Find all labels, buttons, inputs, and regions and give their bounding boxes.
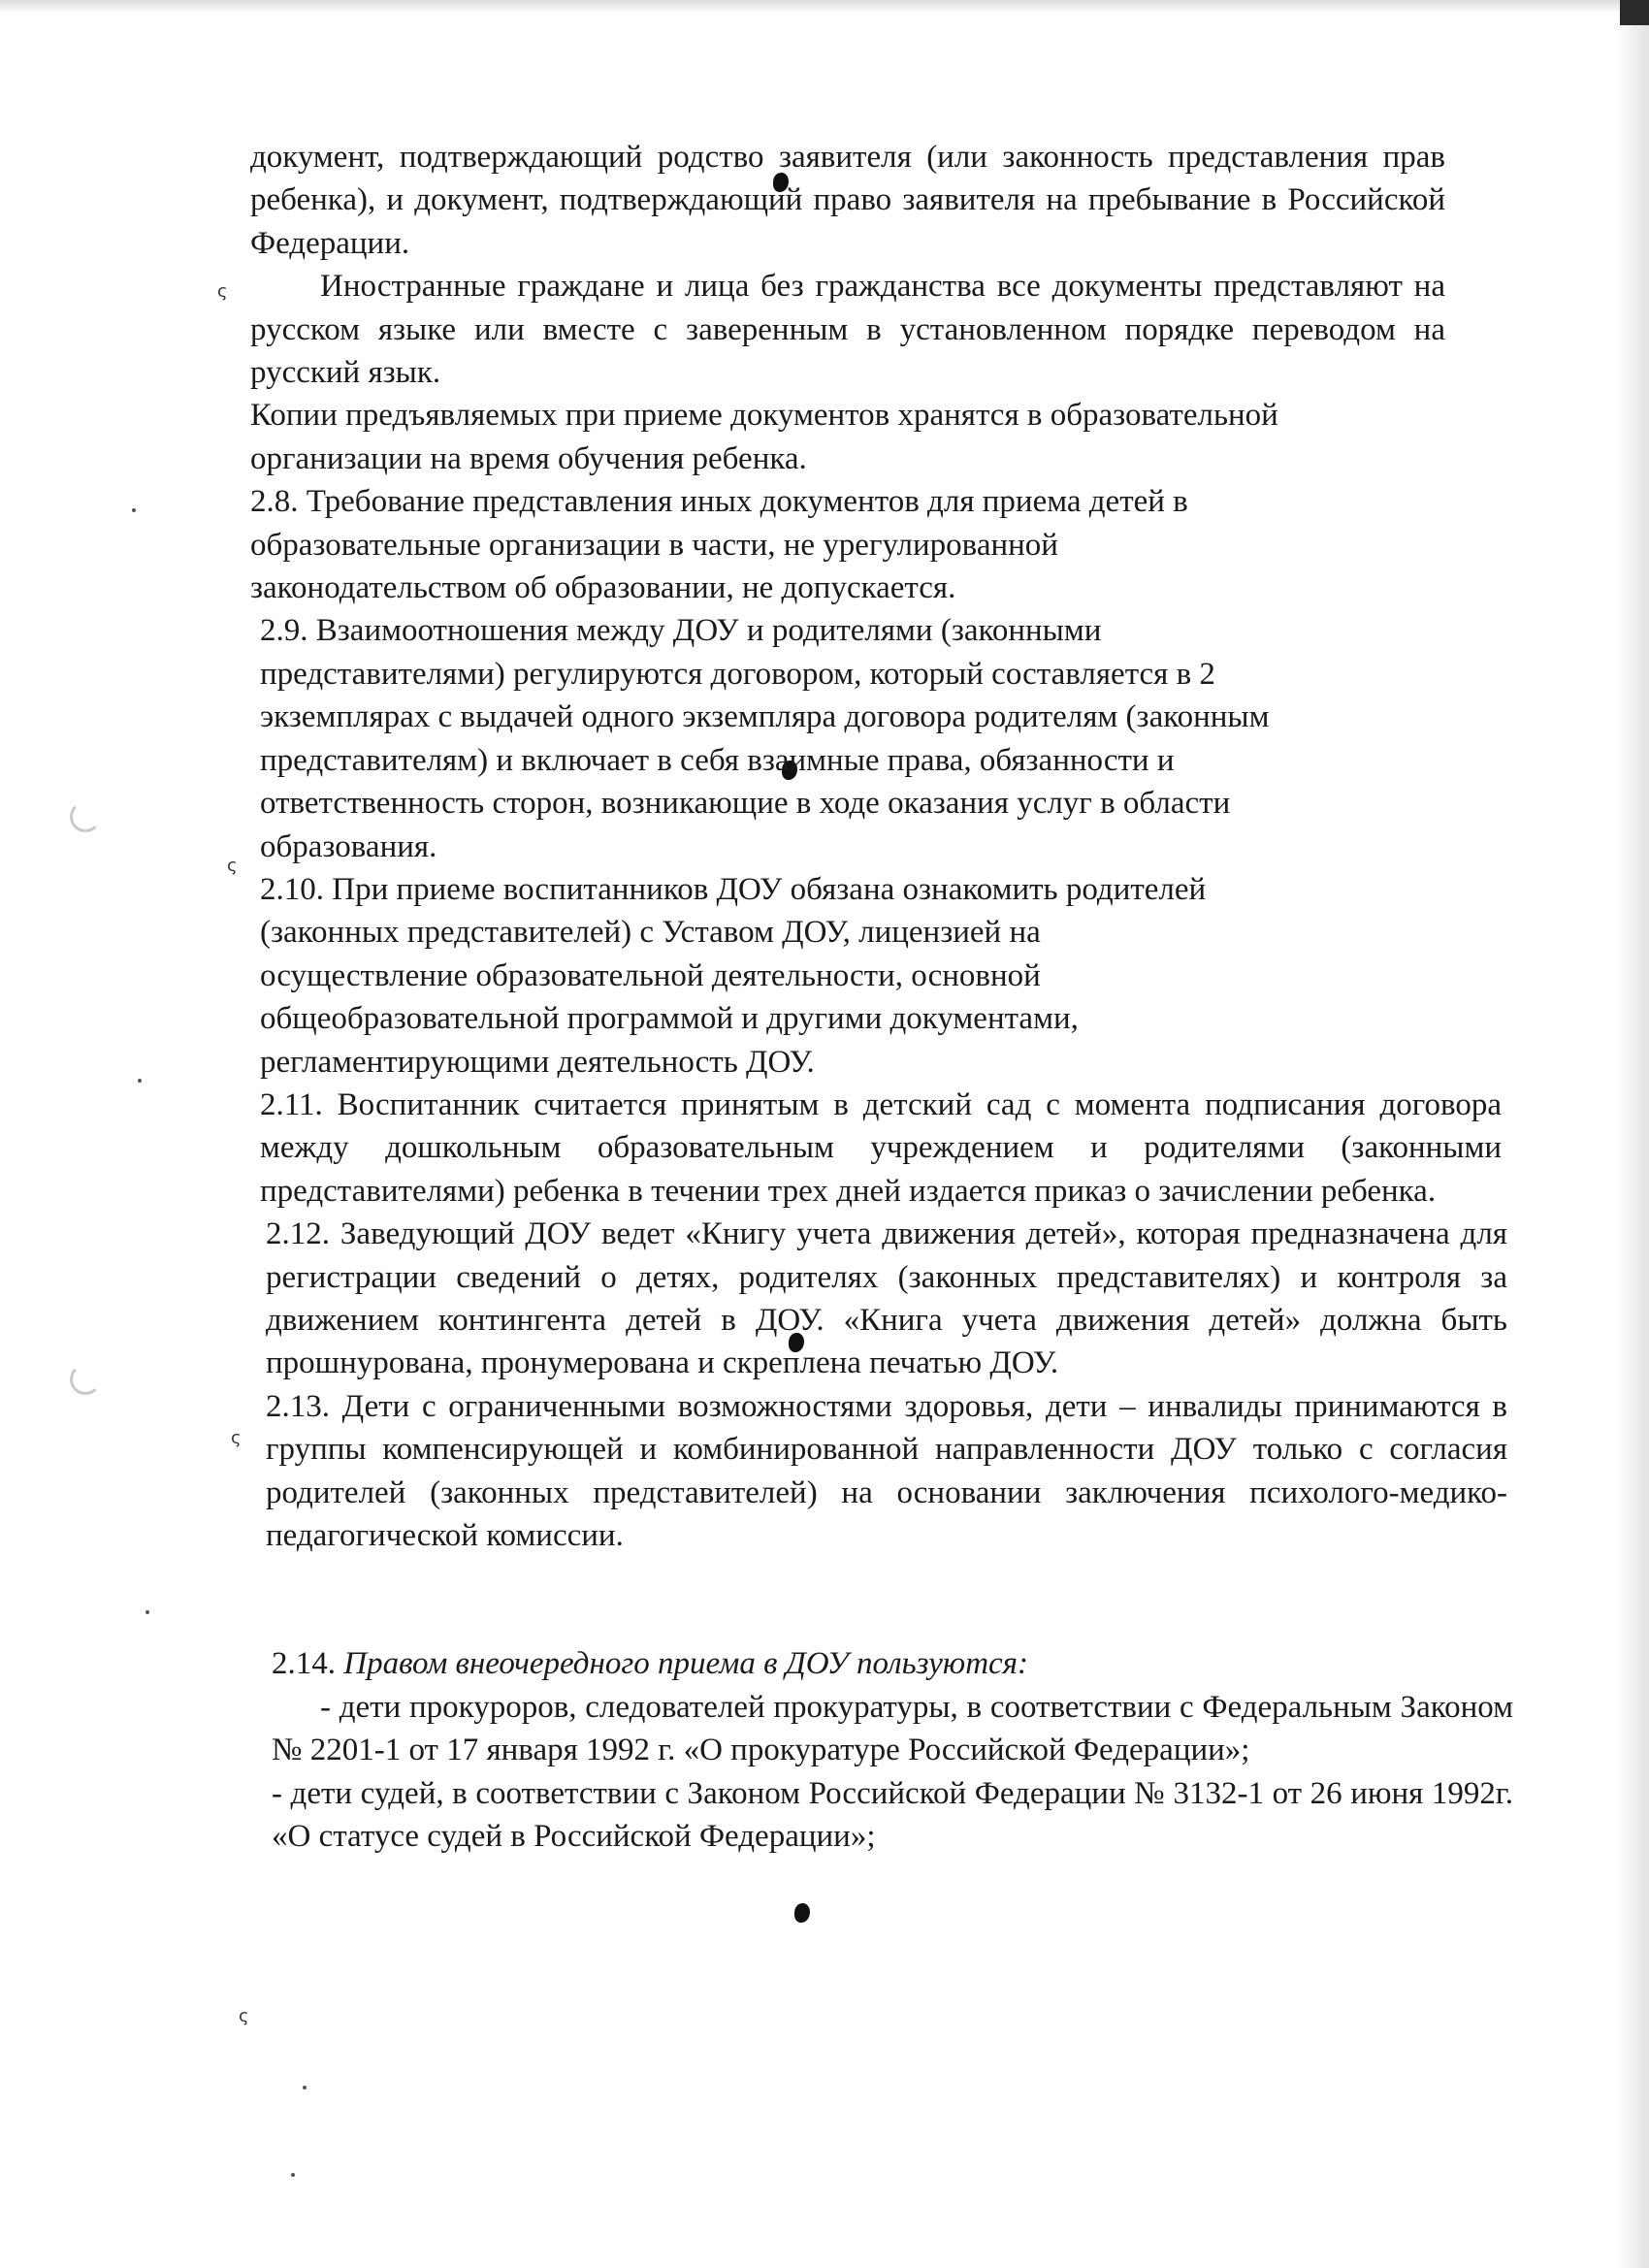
margin-dot <box>291 2173 295 2177</box>
paragraph-2-13: 2.13. Дети с ограниченными возможностями здоровья, дети – инвалиды принимаются в группы компенсирующей и комбинированной направленности ДОУ только с согласия родителей (законных представителей) на основании заключения психолого-медико-педагогической комиссии. <box>266 1388 1507 1553</box>
punch-hole-upper <box>70 801 101 832</box>
paragraph-2-14 <box>272 1642 1513 1685</box>
paragraph-2-11: 2.11. Воспитанник считается принятым в детский сад с момента подписания договора между дошкольным образовательным учреждением и родителями (законными представителями) ребенка в течении трех дней издается приказ о зачислении ребенка. <box>260 1086 1502 1209</box>
margin-mark: ς <box>227 856 238 876</box>
paragraph-foreign-citizens: Иностранные граждане и лица без гражданства все документы представляют на русском языке или вместе с заверенным в установленном порядке переводом на русский язык. <box>250 269 1445 391</box>
margin-dot <box>146 1610 149 1614</box>
paragraph-2-14-number: 2.14. <box>272 1646 336 1682</box>
paragraph-2-12: 2.12. Заведующий ДОУ ведет «Книгу учета движения детей», которая предназначена для регистрации сведений о детях, родителях (законных представителях) и контроля за движением контингента детей в ДОУ. «Книга учета движения детей» должна быть прошнурована, пронумерована и скреплена печатью ДОУ. <box>266 1216 1507 1381</box>
scan-edge-right <box>1616 0 1649 2268</box>
margin-dot <box>138 1079 142 1083</box>
margin-dot <box>132 508 136 512</box>
scan-edge-top <box>0 0 1649 14</box>
ink-blot <box>794 1903 810 1923</box>
margin-mark: ς <box>239 2006 249 2026</box>
scan-corner <box>1620 0 1649 25</box>
paragraph-prosecutors: - дети прокуроров, следователей прокуратуры, в соответствии с Федеральным Законом № 2201-1 от 17 января 1992 г. «О прокуратуре Российской Федерации»; <box>272 1689 1513 1768</box>
paragraph-judges: - дети судей, в соответствии с Законом Российской Федерации № 3132-1 от 26 июня 1992г. «О статусе судей в Российской Федерации»; <box>272 1775 1513 1855</box>
margin-mark: ς <box>231 1428 242 1448</box>
margin-dot <box>303 2086 307 2090</box>
paragraph-2-9: 2.9. Взаимоотношения между ДОУ и родителями (законными представителями) регулируются договором, который составляется в 2 экземплярах с выдачей одного экземпляра договора родителям (законным представителям) и включает в себя взаимные права, обязанности и ответственность сторон, возникающие в ходе оказания услуг в области образования. <box>260 613 1270 864</box>
paragraph-intro: документ, подтверждающий родство заявителя (или законность представления прав ребенка), и документ, подтверждающий право заявителя на пребывание в Российской Федерации. <box>250 140 1445 261</box>
paragraph-copies: Копии предъявляемых при приеме документов хранятся в образовательной организации на время обучения ребенка. <box>250 398 1278 476</box>
document-body <box>250 136 1513 1858</box>
paragraph-2-14-heading: Правом внеочередного приема в ДОУ пользуются: <box>343 1646 1029 1682</box>
paragraph-2-8: 2.8. Требование представления иных документов для приема детей в образовательные организации в части, не урегулированной законодательством об образовании, не допускается. <box>250 484 1188 606</box>
punch-hole-lower <box>70 1364 101 1395</box>
paragraph-2-10: 2.10. При приеме воспитанников ДОУ обязана ознакомить родителей (законных представителей) с Уставом ДОУ, лицензией на осуществление образовательной деятельности, основной общеобразовательной программой и другими документами, регламентирующими деятельность ДОУ. <box>260 871 1207 1080</box>
margin-mark: ς <box>217 281 228 302</box>
